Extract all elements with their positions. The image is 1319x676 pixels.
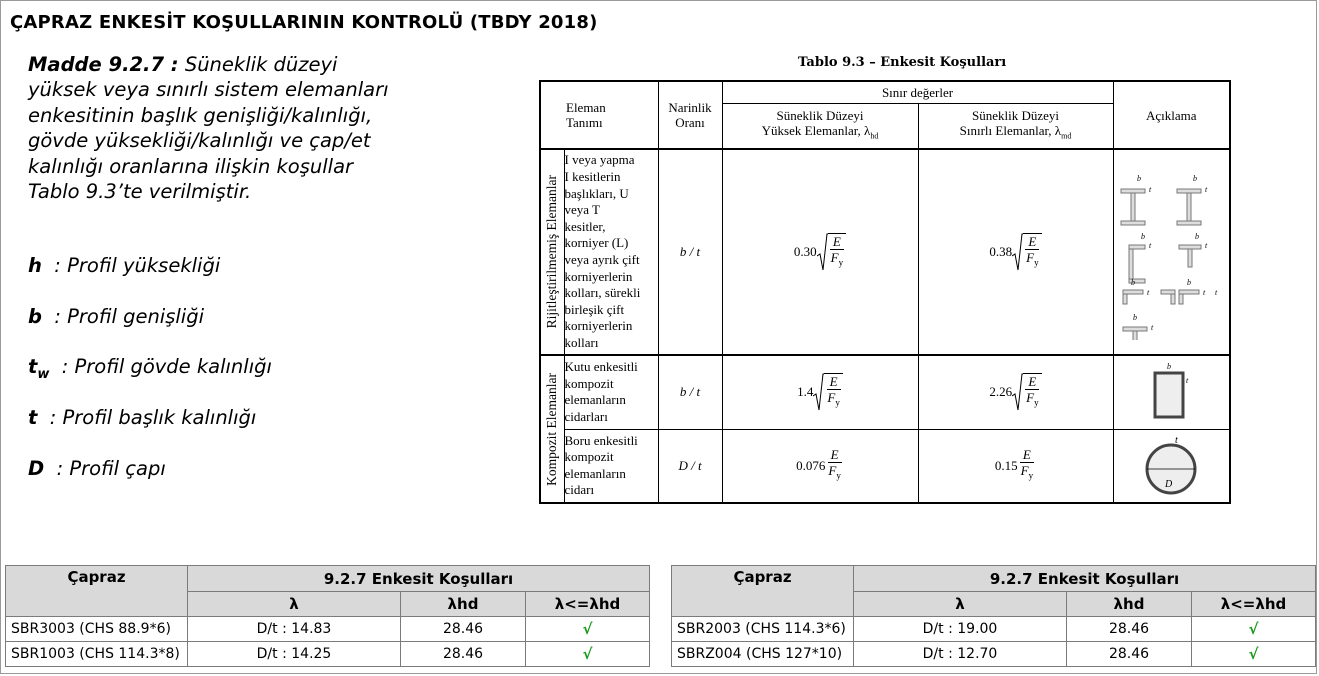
row2-hd-formula: 1.4 $\frac{E}{F_y}$ [722,355,918,429]
cell-lambda-hd: 28.46 [1067,617,1192,642]
svg-text:D: D [1165,478,1173,490]
col-capraz: Çapraz [672,566,854,617]
symbol-letter: t [28,406,38,429]
cell-lambda: D/t : 19.00 [854,617,1067,642]
svg-text:b: b [1187,277,1192,287]
group-label-rijit: Rijitleştirilmemiş Elemanlar [540,149,564,355]
header-eleman: Eleman Tanımı [540,81,658,149]
check-icon: √ [1192,617,1316,642]
cell-name: SBRZ004 (CHS 127*10) [672,642,854,667]
row2-ratio: b / t [658,355,722,429]
cell-lambda: D/t : 14.25 [188,642,401,667]
svg-text:t: t [1151,322,1154,332]
svg-text:b: b [1131,277,1136,287]
svg-text:t: t [1149,240,1152,250]
symbol-desc: : Profil çapı [56,457,166,480]
col-check: λ<=λhd [526,592,650,617]
header-narinlik: Narinlik Oranı [658,81,722,149]
cell-name: SBR1003 (CHS 114.3*8) [6,642,188,667]
col-enkesit: 9.2.7 Enkesit Koşulları [188,566,650,592]
svg-text:t: t [1147,287,1150,297]
row1-desc: I veya yapma I kesitlerin başlıkları, U veya T kesitler, korniyer (L) veya ayrık çift korniyerlerin kolları, sürekli birleşik çift korniyerlerin kolları [564,149,658,355]
row3-ratio: D / t [658,429,722,503]
symbol-letter: t [28,355,38,378]
col-lambda: λ [188,592,401,617]
row2-md-formula: 2.26 $\frac{E}{F_y}$ [918,355,1113,429]
header-aciklama: Açıklama [1113,81,1230,149]
check-icon: √ [526,642,650,667]
cell-lambda: D/t : 12.70 [854,642,1067,667]
col-capraz: Çapraz [6,566,188,617]
symbol-t [28,406,256,429]
symbol-h [28,254,220,277]
row2-desc: Kutu enkesitli kompozit elemanların cidarları [564,355,658,429]
svg-text:b: b [1137,173,1142,183]
results-table-right [671,565,1316,667]
symbol-b [28,305,204,328]
symbol-letter: D [28,457,45,480]
row3-desc: Boru enkesitli kompozit elemanların cidarı [564,429,658,503]
col-lambda-hd: λhd [1067,592,1192,617]
symbol-desc: : Profil gövde kalınlığı [61,355,272,378]
col-lambda: λ [854,592,1067,617]
symbol-letter: b [28,305,42,328]
check-icon: √ [526,617,650,642]
cell-lambda: D/t : 14.83 [188,617,401,642]
cell-name: SBR2003 (CHS 114.3*6) [672,617,854,642]
table-row [6,617,650,642]
table-row [672,642,1316,667]
svg-text:b: b [1193,173,1198,183]
header-sinir: Sınır değerler [722,81,1113,103]
header-md: Süneklik Düzeyi Sınırlı Elemanlar, $\lambda_{md}$ [918,103,1113,149]
symbol-subscript: w [37,366,50,382]
cell-lambda-hd: 28.46 [1067,642,1192,667]
svg-text:t: t [1205,184,1208,194]
row1-sketch [1113,149,1230,355]
madde-paragraph [28,52,408,204]
row3-hd-formula: 0.076 $\frac{E}{F_y}$ [722,429,918,503]
row1-ratio: b / t [658,149,722,355]
svg-text:b: b [1195,231,1200,241]
svg-text:t: t [1203,287,1206,297]
table-row [672,617,1316,642]
svg-text:b: b [1141,231,1146,241]
row3-md-formula: 0.15 $\frac{E}{F_y}$ [918,429,1113,503]
row2-sketch [1113,355,1230,429]
results-table-left [5,565,650,667]
symbol-tw [28,355,272,382]
symbol-D [28,457,166,480]
svg-text:b: b [1167,362,1172,372]
col-check: λ<=λhd [1192,592,1316,617]
madde-label: Madde 9.2.7 : [28,53,179,76]
svg-text:b: b [1133,312,1138,322]
enkesit-table [539,80,1231,504]
svg-text:t: t [1186,376,1189,386]
svg-text:t: t [1215,287,1218,297]
svg-text:t: t [1175,434,1179,446]
svg-text:t: t [1205,240,1208,250]
cell-name: SBR3003 (CHS 88.9*6) [6,617,188,642]
table-row [6,642,650,667]
symbol-desc: : Profil genişliği [54,305,205,328]
page-title: ÇAPRAZ ENKESİT KOŞULLARININ KONTROLÜ (TBDY 2018) [10,12,598,33]
cell-lambda-hd: 28.46 [401,617,526,642]
madde-text: Süneklik düzeyi yüksek veya sınırlı sistem elemanları enkesitinin başlık genişliği/kalınlığı, gövde yüksekliği/kalınlığı ve çap/et kalınlığı oranlarına ilişkin koşullar Tablo 9.3’te verilmiştir. [28,53,389,204]
table-caption: Tablo 9.3 – Enkesit Koşulları [798,55,1007,70]
cell-lambda-hd: 28.46 [401,642,526,667]
svg-text:t: t [1149,184,1152,194]
symbol-desc: : Profil yüksekliği [54,254,221,277]
group-label-kompozit: Kompozit Elemanlar [540,355,564,503]
row1-hd-formula: 0.30 $\frac{E}{F_y}$ [722,149,918,355]
symbol-desc: : Profil başlık kalınlığı [49,406,257,429]
row3-sketch [1113,429,1230,503]
col-lambda-hd: λhd [401,592,526,617]
check-icon: √ [1192,642,1316,667]
symbol-letter: h [28,254,42,277]
header-hd: Süneklik Düzeyi Yüksek Elemanlar, $\lambda_{hd}$ [722,103,918,149]
row1-md-formula: 0.38 $\frac{E}{F_y}$ [918,149,1113,355]
col-enkesit: 9.2.7 Enkesit Koşulları [854,566,1316,592]
